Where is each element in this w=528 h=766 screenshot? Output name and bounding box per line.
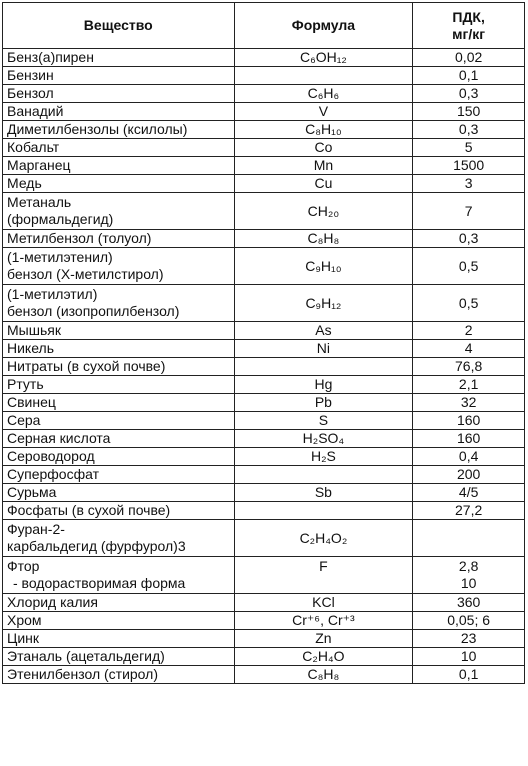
cell-formula: C₉H₁₂: [234, 285, 413, 322]
cell-formula: [234, 67, 413, 85]
table-row: [3, 557, 525, 594]
cell-substance: Кобальт: [3, 139, 235, 157]
table-row: [3, 448, 525, 466]
cell-formula: Zn: [234, 630, 413, 648]
cell-substance: Мышьяк: [3, 322, 235, 340]
table-row: [3, 67, 525, 85]
cell-pdk: 32: [413, 394, 525, 412]
table-row: [3, 175, 525, 193]
cell-formula: H₂S: [234, 448, 413, 466]
table-row: [3, 85, 525, 103]
cell-formula: KCl: [234, 594, 413, 612]
cell-substance: Марганец: [3, 157, 235, 175]
cell-pdk: 5: [413, 139, 525, 157]
cell-substance-line2: бензол (изопропилбензол): [7, 303, 180, 319]
cell-formula: [234, 502, 413, 520]
cell-pdk: 0,4: [413, 448, 525, 466]
cell-pdk: [413, 520, 525, 557]
cell-substance: [3, 285, 235, 322]
cell-pdk: 4: [413, 340, 525, 358]
cell-substance: Никель: [3, 340, 235, 358]
cell-pdk: 7: [413, 193, 525, 230]
cell-substance: Сурьма: [3, 484, 235, 502]
pdk-table-container: [2, 2, 525, 684]
cell-pdk: 76,8: [413, 358, 525, 376]
cell-substance-line1: Фтор: [7, 558, 40, 574]
cell-formula: H₂SO₄: [234, 430, 413, 448]
cell-formula: S: [234, 412, 413, 430]
cell-substance: [3, 520, 235, 557]
cell-substance-line1: Фуран-2-: [7, 521, 65, 537]
table-row: [3, 666, 525, 684]
cell-formula-line2: [239, 575, 409, 592]
table-row: [3, 139, 525, 157]
table-row: [3, 394, 525, 412]
cell-pdk: 0,5: [413, 285, 525, 322]
cell-substance: Бензол: [3, 85, 235, 103]
table-row: [3, 376, 525, 394]
table-row: [3, 630, 525, 648]
header-substance: Вещество: [3, 3, 235, 49]
cell-substance: Хром: [3, 612, 235, 630]
cell-formula: [234, 466, 413, 484]
cell-formula: [234, 358, 413, 376]
cell-pdk: 0,1: [413, 67, 525, 85]
cell-pdk: 0,3: [413, 230, 525, 248]
cell-substance-line2: бензол (Х-метилстирол): [7, 266, 164, 282]
cell-substance: Нитраты (в сухой почве): [3, 358, 235, 376]
cell-substance-line1: (1-метилэтенил): [7, 249, 113, 265]
cell-substance: Метилбензол (толуол): [3, 230, 235, 248]
cell-formula: Mn: [234, 157, 413, 175]
table-row: [3, 484, 525, 502]
cell-pdk: 0,3: [413, 85, 525, 103]
cell-substance: Ванадий: [3, 103, 235, 121]
cell-formula: C₂H₄O₂: [234, 520, 413, 557]
cell-substance: Этенилбензол (стирол): [3, 666, 235, 684]
table-row: [3, 285, 525, 322]
cell-pdk-line2: 10: [460, 575, 477, 591]
cell-substance-line1: Метаналь: [7, 194, 72, 210]
cell-substance: Бенз(а)пирен: [3, 49, 235, 67]
cell-formula: C₆H₆: [234, 85, 413, 103]
cell-pdk: 0,5: [413, 248, 525, 285]
cell-pdk: 3: [413, 175, 525, 193]
table-row: [3, 248, 525, 285]
cell-pdk: 4/5: [413, 484, 525, 502]
table-row: [3, 230, 525, 248]
table-row: [3, 121, 525, 139]
cell-substance-line2: карбальдегид (фурфурол)3: [7, 538, 186, 554]
cell-pdk: 360: [413, 594, 525, 612]
table-row: [3, 430, 525, 448]
cell-substance: Диметилбензолы (ксилолы): [3, 121, 235, 139]
table-row: [3, 322, 525, 340]
cell-pdk: 160: [413, 430, 525, 448]
table-row: [3, 193, 525, 230]
cell-pdk: 2: [413, 322, 525, 340]
cell-pdk: 0,02: [413, 49, 525, 67]
table-row: [3, 157, 525, 175]
cell-formula: C₈H₁₀: [234, 121, 413, 139]
cell-substance: Медь: [3, 175, 235, 193]
cell-substance-line2: (формальдегид): [7, 211, 114, 227]
table-row: [3, 502, 525, 520]
cell-pdk: 150: [413, 103, 525, 121]
cell-pdk: 160: [413, 412, 525, 430]
header-formula: Формула: [234, 3, 413, 49]
table-row: [3, 466, 525, 484]
cell-substance: Цинк: [3, 630, 235, 648]
table-row: [3, 103, 525, 121]
pdk-table: [2, 2, 525, 684]
cell-formula: V: [234, 103, 413, 121]
cell-pdk: 0,1: [413, 666, 525, 684]
cell-formula: C₉H₁₀: [234, 248, 413, 285]
cell-formula: Hg: [234, 376, 413, 394]
cell-pdk: 1500: [413, 157, 525, 175]
cell-substance: Сера: [3, 412, 235, 430]
cell-formula: Sb: [234, 484, 413, 502]
cell-formula: C₂H₄O: [234, 648, 413, 666]
table-row: [3, 340, 525, 358]
table-row: [3, 412, 525, 430]
cell-formula-line1: F: [319, 558, 328, 574]
cell-substance-line1: (1-метилэтил): [7, 286, 98, 302]
cell-substance: Этаналь (ацетальдегид): [3, 648, 235, 666]
cell-formula: C₈H₈: [234, 666, 413, 684]
cell-pdk-line1: 2,8: [458, 558, 479, 574]
cell-formula: As: [234, 322, 413, 340]
table-row: [3, 49, 525, 67]
cell-substance: Свинец: [3, 394, 235, 412]
cell-substance: Ртуть: [3, 376, 235, 394]
table-row: [3, 612, 525, 630]
cell-formula: C₈H₈: [234, 230, 413, 248]
cell-formula: Cu: [234, 175, 413, 193]
cell-formula: Co: [234, 139, 413, 157]
table-row: [3, 358, 525, 376]
header-pdk: [413, 3, 525, 49]
table-row: [3, 648, 525, 666]
cell-pdk: 0,05; 6: [413, 612, 525, 630]
cell-substance: Хлорид калия: [3, 594, 235, 612]
table-header-row: [3, 3, 525, 49]
cell-pdk: [413, 557, 525, 594]
cell-substance: Бензин: [3, 67, 235, 85]
cell-substance: [3, 193, 235, 230]
cell-substance: Сероводород: [3, 448, 235, 466]
cell-pdk: 2,1: [413, 376, 525, 394]
table-row: [3, 594, 525, 612]
cell-formula: [234, 557, 413, 594]
header-pdk-line2: мг/кг: [452, 25, 486, 42]
cell-substance: [3, 557, 235, 594]
cell-substance: Фосфаты (в сухой почве): [3, 502, 235, 520]
cell-pdk: 0,3: [413, 121, 525, 139]
cell-formula: Ni: [234, 340, 413, 358]
cell-pdk: 200: [413, 466, 525, 484]
cell-pdk: 27,2: [413, 502, 525, 520]
cell-substance: [3, 248, 235, 285]
cell-substance-line2: - водорастворимая форма: [13, 575, 186, 591]
cell-formula: Cr⁺⁶, Cr⁺³: [234, 612, 413, 630]
cell-pdk: 10: [413, 648, 525, 666]
cell-pdk: 23: [413, 630, 525, 648]
cell-substance: Серная кислота: [3, 430, 235, 448]
cell-formula: C₆OH₁₂: [234, 49, 413, 67]
table-row: [3, 520, 525, 557]
cell-formula: Pb: [234, 394, 413, 412]
header-pdk-line1: ПДК,: [452, 8, 485, 25]
cell-formula: CH₂₀: [234, 193, 413, 230]
cell-substance: Суперфосфат: [3, 466, 235, 484]
